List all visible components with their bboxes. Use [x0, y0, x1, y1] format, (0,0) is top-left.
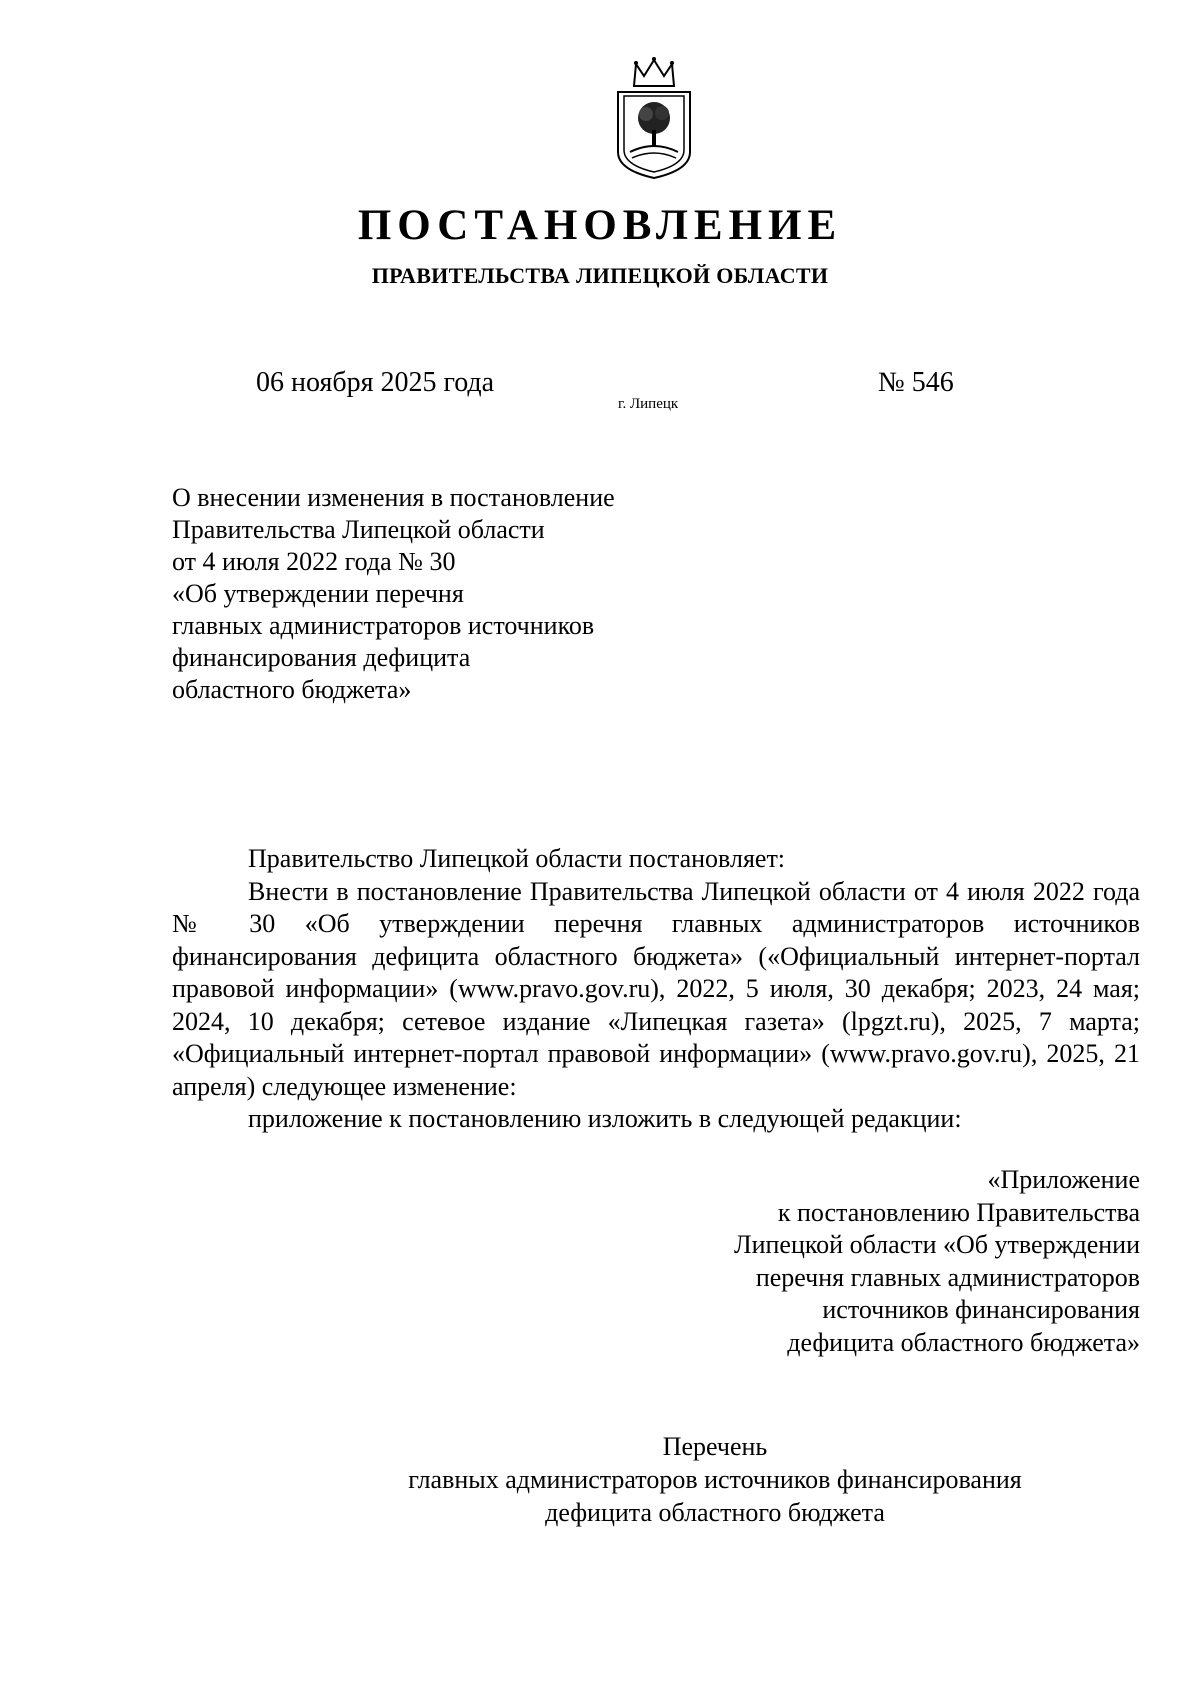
appendix-note-line: дефицита областного бюджета»	[787, 1327, 1140, 1357]
heading-line: главных администраторов источников	[172, 611, 595, 640]
heading-line: областного бюджета»	[172, 675, 412, 704]
list-title-line: главных администраторов источников финансирования	[408, 1465, 1022, 1494]
appendix-note-line: «Приложение	[987, 1165, 1140, 1194]
appendix-note-line: Липецкой области «Об утверждении	[733, 1230, 1140, 1259]
heading-line: финансирования дефицита	[172, 643, 471, 672]
heading-line: «Об утверждении перечня	[172, 579, 464, 608]
list-title-line: Перечень	[662, 1432, 768, 1461]
appendix-note	[734, 1164, 1140, 1359]
instruction-paragraph: приложение к постановлению изложить в следующей редакции:	[248, 1104, 962, 1133]
appendix-note-line: к постановлению Правительства	[777, 1197, 1140, 1227]
document-heading	[172, 482, 615, 706]
list-title-line: дефицита областного бюджета	[545, 1498, 885, 1527]
document-number: № 546	[878, 367, 954, 398]
issuer-subtitle: ПРАВИТЕЛЬСТВА ЛИПЕЦКОЙ ОБЛАСТИ	[371, 263, 829, 288]
appendix-note-line: источников финансирования	[822, 1295, 1140, 1324]
document-city: г. Липецк	[618, 396, 679, 412]
coat-of-arms-emblem	[612, 56, 696, 180]
document-date: 06 ноября 2025 года	[256, 367, 495, 398]
amendment-paragraph: Внести в постановление Правительства Липецкой области от 4 июля 2022 года № 30 «Об утверждении перечня главных администраторов источников финансирования дефицита областного бюджета» («Официальный интернет-портал правовой информации» (www.pravo.gov.ru), 2022, 5 июля, 30 декабря; 2023, 24 мая; 2024, 10 декабря; сетевое издание «Липецкая газета» (lpgzt.ru), 2025, 7 марта; «Официальный интернет-портал правовой информации» (www.pravo.gov.ru), 2025, 21 апреля) следующее изменение:	[172, 876, 1140, 1101]
heading-line: Правительства Липецкой области	[172, 515, 545, 544]
heading-line: О внесении изменения в постановление	[172, 483, 615, 512]
resolves-paragraph: Правительство Липецкой области постановляет:	[248, 844, 786, 873]
heading-line: от 4 июля 2022 года № 30	[172, 547, 456, 576]
appendix-note-line: перечня главных администраторов	[755, 1262, 1140, 1292]
document-type-title: ПОСТАНОВЛЕНИЕ	[357, 202, 843, 249]
document-body	[172, 843, 1140, 1136]
list-title	[0, 1430, 1200, 1529]
